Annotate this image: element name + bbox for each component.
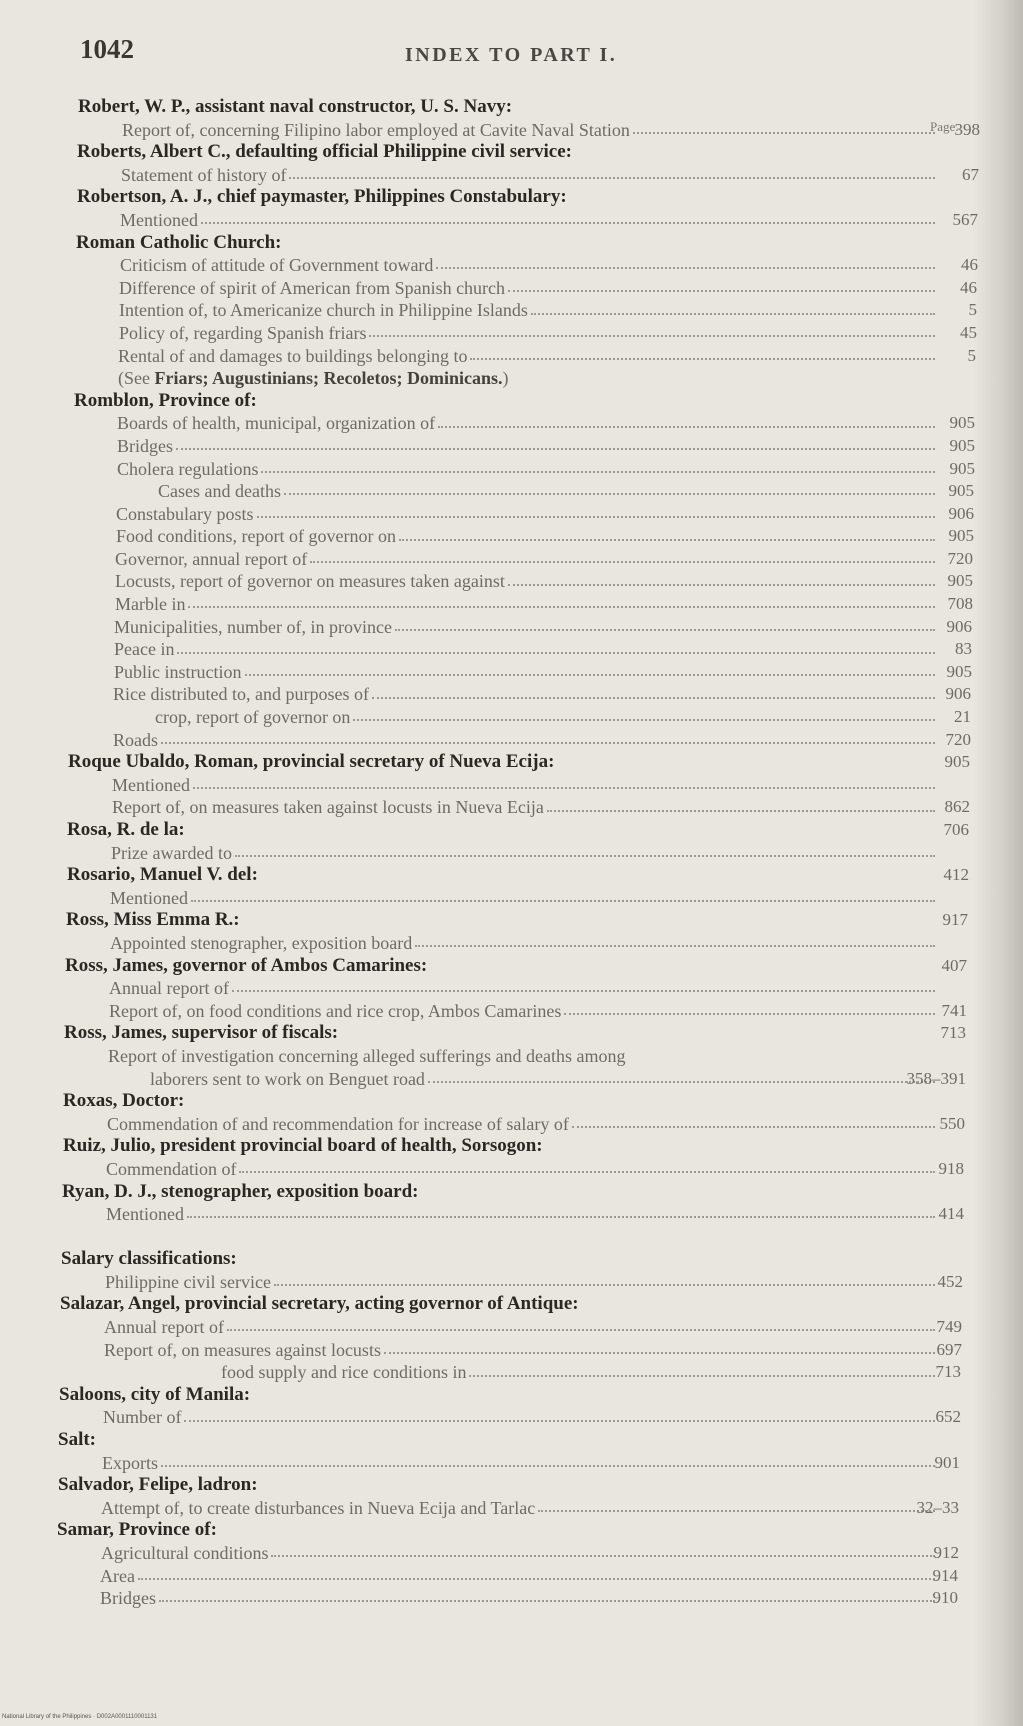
index-heading: Robertson, A. J., chief paymaster, Philippines Constabulary: — [77, 186, 567, 208]
index-heading: Roberts, Albert C., defaulting official Philippine civil service: — [77, 141, 573, 163]
page-reference: 905 — [948, 526, 974, 546]
dot-leader — [191, 894, 935, 902]
index-heading-line — [0, 909, 1023, 932]
page-reference: 713 — [935, 1362, 961, 1382]
index-subentry-text: Roads — [113, 729, 158, 750]
page-reference: 567 — [952, 209, 978, 229]
index-entry-line — [0, 548, 1023, 571]
index-subentry-text: Policy of, regarding Spanish friars — [119, 322, 367, 343]
index-subentry — [119, 322, 938, 345]
dot-leader — [201, 216, 935, 224]
index-entry-line — [0, 1203, 1023, 1226]
index-entry-line — [0, 164, 1023, 187]
index-entry-line — [0, 616, 1023, 639]
index-heading-line — [0, 390, 1023, 413]
page-reference: 5 — [968, 300, 977, 320]
page-reference: 905 — [949, 413, 975, 433]
index-subentry — [115, 548, 938, 571]
running-head: INDEX TO PART I. — [405, 44, 618, 66]
index-subentry — [117, 435, 938, 458]
index-subentry — [221, 1361, 938, 1384]
index-heading: Salary classifications: — [61, 1248, 237, 1270]
index-subentry-text: Report of, concerning Filipino labor employed at Cavite Naval Station — [122, 119, 630, 140]
index-subentry-text: Bridges — [100, 1588, 156, 1609]
index-entry-line — [0, 299, 1023, 322]
dot-leader — [629, 1053, 935, 1059]
page-reference: 550 — [939, 1113, 965, 1133]
index-entry-line — [0, 1452, 1023, 1475]
index-entry-line — [0, 638, 1023, 661]
index-subentry — [118, 367, 938, 390]
index-entry-line — [0, 480, 1023, 503]
index-entry-line — [0, 706, 1023, 729]
dot-leader — [184, 1414, 935, 1422]
index-heading: Salt: — [58, 1429, 96, 1451]
index-heading-line — [0, 186, 1023, 209]
page-reference: 749 — [936, 1317, 962, 1337]
index-subentry — [106, 1158, 938, 1181]
index-subentry-text: Report of investigation concerning alleged sufferings and deaths among — [108, 1045, 626, 1066]
page-header — [80, 34, 980, 74]
index-entry-line — [0, 1339, 1023, 1362]
page-reference: 708 — [947, 594, 973, 614]
dot-leader — [310, 555, 935, 563]
index-heading-line — [0, 1090, 1023, 1113]
index-subentry-text: Exports — [102, 1452, 158, 1473]
index-entry-line — [0, 277, 1023, 300]
index-subentry-text: Intention of, to Americanize church in Philippine Islands — [119, 300, 528, 321]
index-heading-line — [0, 232, 1023, 255]
index-subentry — [155, 706, 938, 729]
index-subentry-text: Peace in — [114, 639, 175, 660]
index-entry-line — [0, 570, 1023, 593]
page-reference: 706 — [943, 820, 969, 839]
index-subentry-text: Marble in — [115, 594, 186, 615]
page-reference: 46 — [961, 255, 978, 275]
index-subentry — [101, 1497, 938, 1520]
index-subentry-text: Mentioned — [120, 209, 198, 230]
index-heading: Ryan, D. J., stenographer, exposition board: — [62, 1180, 419, 1202]
page-reference: 83 — [955, 639, 972, 659]
index-heading: Samar, Province of: — [57, 1519, 217, 1541]
page-reference: 905 — [944, 752, 970, 772]
index-heading: Ross, James, supervisor of fiscals: — [64, 1022, 339, 1044]
page-reference: 901 — [934, 1452, 960, 1472]
index-subentry-text: Appointed stenographer, exposition board — [110, 932, 413, 953]
dot-leader — [511, 375, 935, 381]
dot-leader — [271, 1549, 935, 1557]
index-subentry-text: Number of — [103, 1407, 182, 1428]
dot-leader — [245, 668, 936, 676]
index-subentry — [158, 480, 938, 503]
dot-leader — [235, 849, 935, 857]
index-subentry-text: Area — [100, 1565, 135, 1586]
index-subentry-text: Annual report of — [104, 1317, 224, 1338]
index-subentry — [120, 254, 938, 277]
dot-leader — [274, 1278, 935, 1286]
index-entry-line — [0, 796, 1023, 819]
index-subentry — [102, 1452, 938, 1475]
page-reference: 5 — [967, 345, 976, 365]
index-entry-line — [0, 683, 1023, 706]
index-subentry — [119, 277, 938, 300]
page-reference: 46 — [960, 277, 977, 297]
index-heading-line — [0, 96, 1023, 119]
dot-leader — [239, 1165, 935, 1173]
dot-leader — [227, 1323, 935, 1331]
index-entry-line — [0, 503, 1023, 526]
index-subentry — [107, 1113, 938, 1136]
index-subentry — [104, 1339, 938, 1362]
index-entry-line — [0, 119, 1023, 142]
index-entry-line — [0, 1158, 1023, 1181]
index-heading-line — [0, 1429, 1023, 1452]
index-subentry — [122, 119, 938, 142]
index-subentry — [117, 412, 938, 435]
index-entry-line — [0, 1113, 1023, 1136]
index-entry-line — [0, 412, 1023, 435]
index-spacer — [0, 1226, 1023, 1249]
index-heading-line — [0, 1135, 1023, 1158]
index-subentry-text: Prize awarded to — [111, 842, 232, 863]
index-subentry-text: crop, report of governor on — [155, 707, 351, 728]
page-reference: 67 — [962, 164, 979, 184]
page-reference: 917 — [942, 910, 968, 930]
index-subentry — [109, 977, 938, 1000]
page-reference: 32–33 — [916, 1497, 959, 1517]
index-subentry-text: laborers sent to work on Benguet road — [150, 1068, 425, 1089]
index-entry-line — [0, 593, 1023, 616]
index-subentry-text: Mentioned — [112, 774, 190, 795]
index-subentry — [103, 1406, 938, 1429]
page-reference: 910 — [932, 1588, 958, 1608]
page-reference: 741 — [941, 1000, 967, 1020]
index-entry-line — [0, 1497, 1023, 1520]
index-subentry — [100, 1587, 938, 1610]
index-heading: Saloons, city of Manila: — [59, 1383, 251, 1405]
index-subentry — [114, 638, 938, 661]
index-heading-line — [0, 1181, 1023, 1204]
page-column-label: Page. — [930, 119, 959, 134]
dot-leader — [161, 1459, 935, 1467]
index-subentry — [111, 842, 938, 865]
index-subentry-text: Food conditions, report of governor on — [116, 526, 396, 547]
page-reference: 905 — [946, 661, 972, 681]
index-subentry-text: Cholera regulations — [117, 458, 259, 479]
index-list — [0, 96, 1023, 1610]
index-subentry-text: Report of, on measures taken against locusts in Nueva Ecija — [112, 797, 544, 818]
index-heading-line — [0, 819, 1023, 842]
page-reference: 414 — [938, 1204, 964, 1224]
index-subentry — [110, 887, 938, 910]
page-reference: 720 — [945, 729, 971, 749]
page-reference: 906 — [945, 684, 971, 704]
index-entry-line — [0, 367, 1023, 390]
dot-leader — [284, 487, 935, 495]
index-entry-line — [0, 1587, 1023, 1610]
index-subentry-text: Difference of spirit of American from Spanish church — [119, 277, 506, 298]
dot-leader — [369, 329, 935, 337]
index-subentry — [114, 616, 938, 639]
index-subentry — [100, 1565, 938, 1588]
index-heading: Robert, W. P., assistant naval constructor, U. S. Navy: — [78, 96, 513, 117]
index-heading-line — [0, 1022, 1023, 1045]
index-heading: Romblon, Province of: — [74, 389, 257, 411]
dot-leader — [289, 171, 935, 179]
index-subentry — [150, 1068, 938, 1091]
page-number: 1042 — [80, 34, 134, 64]
index-heading-line — [0, 141, 1023, 164]
index-heading-line — [0, 1474, 1023, 1497]
dot-leader — [261, 465, 935, 473]
index-subentry-text: Philippine civil service — [105, 1271, 271, 1292]
index-heading: Salazar, Angel, provincial secretary, acting governor of Antique: — [60, 1293, 579, 1315]
index-entry-line — [0, 1542, 1023, 1565]
index-entry-line — [0, 525, 1023, 548]
index-heading: Ross, Miss Emma R.: — [66, 909, 240, 931]
index-subentry — [106, 1203, 938, 1226]
index-subentry-text: Report of, on measures against locusts — [104, 1339, 381, 1360]
page-reference: 398 — [954, 119, 980, 139]
index-subentry-text: Locusts, report of governor on measures taken against — [115, 571, 505, 592]
index-entry-line — [0, 345, 1023, 368]
index-entry-line — [0, 435, 1023, 458]
index-entry-line — [0, 729, 1023, 752]
index-heading: Rosa, R. de la: — [67, 819, 185, 840]
page-reference: 905 — [949, 435, 975, 455]
index-subentry-text: Statement of history of — [121, 164, 287, 185]
index-entry-line — [0, 458, 1023, 481]
index-entry-line — [0, 1565, 1023, 1588]
dot-leader — [232, 984, 935, 992]
index-subentry — [116, 503, 938, 526]
index-entry-line — [0, 977, 1023, 1000]
page-reference: 905 — [949, 458, 975, 478]
index-entry-line — [0, 1406, 1023, 1429]
index-entry-line — [0, 322, 1023, 345]
index-entry-line — [0, 1361, 1023, 1384]
index-heading: Roque Ubaldo, Roman, provincial secretary of Nueva Ecija: — [68, 751, 555, 773]
dot-leader — [187, 1210, 935, 1218]
page-reference: 45 — [960, 322, 977, 342]
index-subentry-text: food supply and rice conditions in — [221, 1362, 467, 1383]
index-heading-line — [0, 955, 1023, 978]
index-entry-line — [0, 1045, 1023, 1068]
index-subentry-text: Report of, on food conditions and rice crop, Ambos Camarines — [109, 1000, 562, 1021]
page-reference: 652 — [935, 1407, 961, 1427]
index-subentry-text: Agricultural conditions — [101, 1543, 269, 1563]
page-reference: 862 — [944, 797, 970, 817]
page-reference: 918 — [938, 1158, 964, 1178]
page-reference: 713 — [940, 1023, 966, 1043]
index-heading-line — [0, 1293, 1023, 1316]
index-subentry — [101, 1542, 938, 1565]
index-entry-line — [0, 1068, 1023, 1091]
index-subentry-text: Annual report of — [109, 978, 229, 999]
index-entry-line — [0, 887, 1023, 910]
dot-leader — [177, 646, 935, 654]
index-subentry — [112, 796, 938, 819]
index-subentry — [113, 683, 938, 706]
dot-leader — [193, 781, 935, 789]
page-reference: 407 — [941, 955, 967, 975]
index-heading-line — [0, 751, 1023, 774]
index-subentry — [115, 570, 938, 593]
index-subentry-text: Boards of health, municipal, organization of — [117, 413, 436, 434]
page-reference: 720 — [947, 548, 973, 568]
index-subentry — [116, 525, 938, 548]
index-subentry — [121, 164, 938, 187]
index-subentry-text: Bridges — [117, 435, 173, 456]
dot-leader — [415, 939, 935, 947]
index-entry-line — [0, 1316, 1023, 1339]
index-subentry-text: Criticism of attitude of Government toward — [120, 255, 434, 276]
dot-leader — [161, 736, 935, 744]
dot-leader — [257, 510, 936, 518]
index-subentry-text: Commendation of — [106, 1158, 237, 1179]
index-subentry-text: Public instruction — [114, 661, 242, 682]
index-subentry — [108, 1045, 938, 1068]
page-reference: 905 — [947, 571, 973, 591]
index-heading-line — [0, 1384, 1023, 1407]
index-subentry-text: Rice distributed to, and purposes of — [113, 684, 369, 705]
index-heading: Rosario, Manuel V. del: — [67, 864, 258, 886]
see-also-suffix: ) — [502, 368, 509, 389]
index-heading: Salvador, Felipe, ladron: — [58, 1474, 258, 1496]
index-subentry-text: Attempt of, to create disturbances in Nueva Ecija and Tarlac — [101, 1497, 536, 1518]
index-subentry — [104, 1316, 938, 1339]
index-subentry-text: Mentioned — [110, 887, 188, 908]
index-entry-line — [0, 1000, 1023, 1023]
dot-leader — [159, 1594, 935, 1602]
index-subentry — [105, 1271, 938, 1294]
page-reference: 912 — [933, 1543, 959, 1562]
index-heading-line — [0, 1519, 1023, 1542]
index-subentry — [110, 932, 938, 955]
index-subentry-text: Rental of and damages to buildings belonging to — [118, 345, 468, 366]
page-reference: 914 — [932, 1565, 958, 1585]
index-subentry — [118, 345, 938, 368]
index-heading-line — [0, 1248, 1023, 1271]
page-reference: 452 — [937, 1271, 963, 1291]
page-reference: 906 — [948, 503, 974, 523]
index-subentry — [115, 593, 938, 616]
index-subentry — [119, 299, 938, 322]
dot-leader — [138, 1572, 935, 1580]
index-entry-line — [0, 932, 1023, 955]
page-reference: 412 — [943, 865, 969, 885]
index-subentry-text: Governor, annual report of — [115, 548, 308, 569]
index-heading: Ross, James, governor of Ambos Camarines: — [65, 954, 428, 976]
index-subentry — [114, 661, 938, 684]
page-reference: 697 — [936, 1339, 962, 1359]
dot-leader — [188, 600, 935, 608]
index-subentry-text: Constabulary posts — [116, 503, 254, 524]
index-subentry — [113, 729, 938, 752]
index-entry-line — [0, 661, 1023, 684]
index-subentry-text: Mentioned — [106, 1204, 184, 1225]
page-reference: 21 — [954, 707, 971, 727]
index-subentry — [109, 1000, 938, 1023]
index-subentry-text: Commendation of and recommendation for increase of salary of — [107, 1113, 569, 1134]
dot-leader — [176, 442, 935, 450]
index-subentry-text: Municipalities, number of, in province — [114, 616, 392, 637]
see-also-terms: Friars; Augustinians; Recoletos; Dominicans. — [154, 368, 503, 389]
index-heading: Ruiz, Julio, president provincial board of health, Sorsogon: — [63, 1135, 543, 1157]
index-entry-line — [0, 254, 1023, 277]
index-entry-line — [0, 774, 1023, 797]
index-subentry — [120, 209, 938, 232]
index-subentry — [112, 774, 938, 797]
see-also-reference — [118, 367, 508, 390]
scan-footer: National Library of the Philippines · D002A0001110001131 — [2, 1714, 158, 1720]
dot-leader — [353, 713, 935, 721]
index-entry-line — [0, 1271, 1023, 1294]
index-subentry-text: Cases and deaths — [158, 481, 281, 502]
see-also-prefix: (See — [118, 368, 150, 389]
index-entry-line — [0, 209, 1023, 232]
page-reference: 906 — [946, 616, 972, 636]
index-entry-line — [0, 842, 1023, 865]
index-subentry — [117, 458, 938, 481]
page-reference: 358–391 — [906, 1068, 966, 1088]
index-heading: Roxas, Doctor: — [63, 1090, 185, 1112]
index-heading: Roman Catholic Church: — [76, 231, 282, 253]
index-heading-line — [0, 864, 1023, 887]
page-reference: 905 — [948, 481, 974, 501]
